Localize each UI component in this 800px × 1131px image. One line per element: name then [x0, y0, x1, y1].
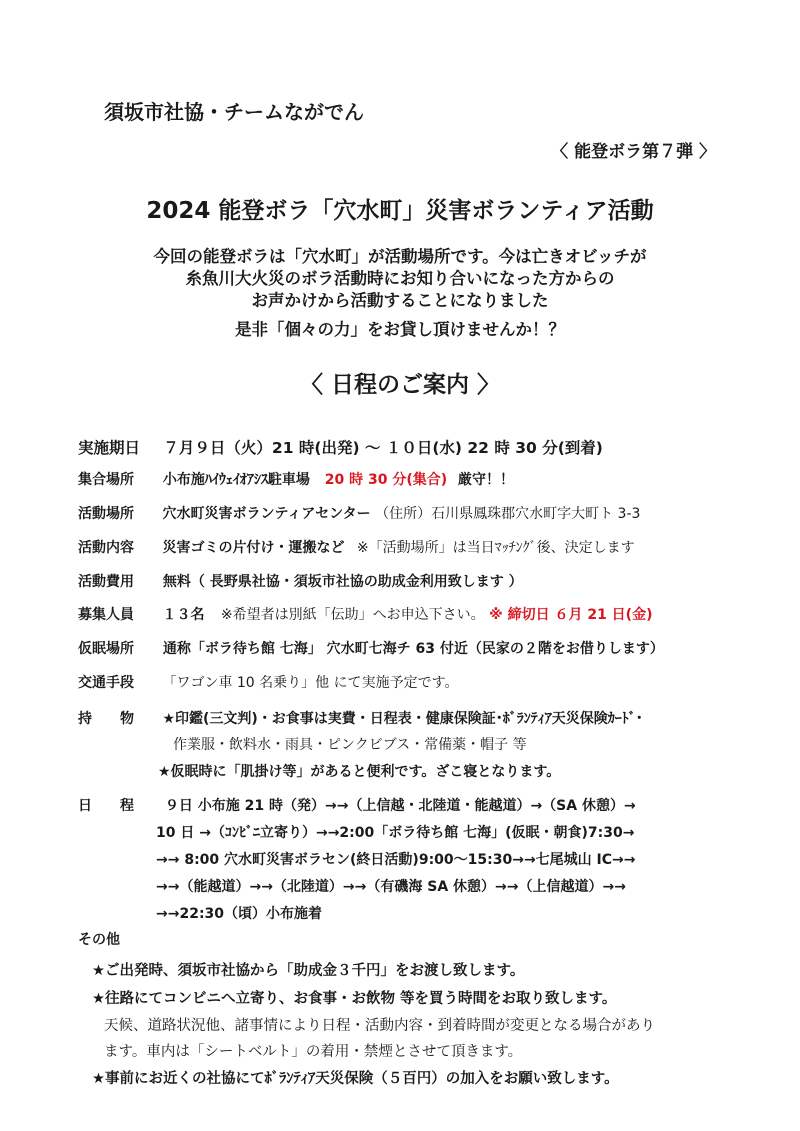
meeting-suffix: 厳守！！	[458, 472, 515, 488]
detail-lodging	[78, 638, 664, 658]
detail-period	[78, 436, 603, 458]
detail-label: 持 物	[78, 711, 134, 727]
intro-line-1: 今回の能登ボラは「穴水町」が活動場所です。今は亡きオビッチが	[153, 247, 647, 266]
detail-value: 災害ゴミの片付け・運搬など	[162, 540, 345, 556]
detail-value: 無料（ 長野県社協・須坂市社協の助成金利用致します ）	[162, 574, 523, 590]
detail-value: 小布施ﾊｲｳｪｲｵｱｼｽ駐車場	[162, 472, 310, 488]
other-item-2: ★往路にてコンビニへ立寄り、お食事・お飲物 等を買う時間をお取り致します。	[92, 991, 617, 1007]
detail-label: 募集人員	[78, 607, 134, 623]
content-note: ※「活動場所」は当日ﾏｯﾁﾝｸﾞ後、決定します	[356, 540, 635, 556]
schedule-line-2: 10 日 →（ｺﾝﾋﾞﾆ立寄り）→→2:00「ボラ待ち館 七海」(仮眠・朝食)7:30→	[156, 825, 635, 841]
schedule-line-4: →→（能越道）→→（北陸道）→→（有磯海 SA 休憩）→→（上信越道）→→	[156, 879, 626, 895]
other-item-4: ます。車内は「シートベルト」の着用・禁煙とさせて頂きます。	[104, 1044, 523, 1060]
detail-value: 穴水町災害ボランティアセンター	[162, 506, 371, 522]
detail-value: ７月９日（火）21 時(出発) ～ １０日(水) 22 時 30 分(到着)	[163, 439, 603, 457]
recruit-deadline: ※ 締切日 ６月 21 日(金)	[489, 607, 653, 623]
schedule-line-3: →→ 8:00 穴水町災害ボラセン(終日活動)9:00～15:30→→七尾城山 IC→→	[156, 852, 636, 868]
detail-label: 日 程	[78, 798, 134, 814]
belongings-line-2: 作業服・飲料水・雨具・ピンクビブス・常備薬・帽子 等	[173, 737, 527, 753]
detail-value: １３名	[162, 607, 205, 623]
meeting-time: 20 時 30 分(集合)	[324, 472, 448, 488]
organization-name: 須坂市社協・チームながでん	[104, 100, 364, 124]
detail-transport	[78, 672, 459, 692]
detail-content	[78, 537, 635, 557]
detail-cost	[78, 571, 523, 591]
detail-label: 実施期日	[78, 439, 141, 457]
other-item-1: ★ご出発時、須坂市社協から「助成金３千円」をお渡し致します。	[92, 963, 525, 979]
detail-label: 交通手段	[78, 675, 134, 691]
section-heading: 〈 日程のご案内 〉	[299, 372, 500, 398]
other-item-3: 天候、道路状況他、諸事情により日程・活動内容・到着時間が変更となる場合があり	[104, 1018, 655, 1034]
detail-recruit	[78, 604, 652, 624]
detail-label: 活動費用	[78, 574, 134, 590]
schedule-line-5: →→22:30（頃）小布施着	[156, 906, 323, 922]
schedule-line-1: ９日 小布施 21 時（発）→→（上信越・北陸道・能越道）→（SA 休憩）→	[164, 798, 636, 814]
detail-meeting	[78, 469, 514, 489]
detail-label: 活動内容	[78, 540, 134, 556]
venue-address: （住所）石川県鳳珠郡穴水町字大町ト 3-3	[375, 506, 641, 522]
detail-label: 活動場所	[78, 506, 134, 522]
detail-value: 通称「ボラ待ち館 七海」 穴水町七海チ 63 付近（民家の２階をお借りします）	[162, 641, 664, 657]
recruit-note: ※希望者は別紙「伝助」へお申込下さい。	[220, 607, 485, 623]
detail-label: 仮眠場所	[78, 641, 134, 657]
detail-belongings	[78, 708, 643, 728]
detail-value: 「ワゴン車 10 名乗り」他 にて実施予定です。	[162, 675, 459, 691]
other-heading: その他	[78, 932, 120, 948]
other-item-5: ★事前にお近くの社協にてﾎﾞﾗﾝﾃｨｱ天災保険（５百円）の加入をお願い致します。	[92, 1071, 619, 1087]
intro-appeal: 是非「個々の力」をお貸し頂けませんか！？	[235, 320, 565, 339]
detail-schedule	[78, 795, 636, 815]
intro-line-3: お声かけから活動することになりました	[251, 291, 549, 310]
belongings-line-3: ★仮眠時に「肌掛け等」があると便利です。ざこ寝となります。	[158, 764, 561, 780]
detail-label: 集合場所	[78, 472, 134, 488]
page-title: 2024 能登ボラ「穴水町」災害ボランティア活動	[146, 198, 654, 224]
intro-line-2: 糸魚川大火災のボラ活動時にお知り合いになった方からの	[185, 269, 615, 288]
series-label: 〈 能登ボラ第７弾 〉	[551, 142, 716, 162]
detail-venue	[78, 503, 640, 523]
belongings-line-1: ★印鑑(三文判)・お食事は実費・日程表・健康保険証･ﾎﾞﾗﾝﾃｨｱ天災保険ｶｰﾄﾞ･	[162, 711, 643, 727]
